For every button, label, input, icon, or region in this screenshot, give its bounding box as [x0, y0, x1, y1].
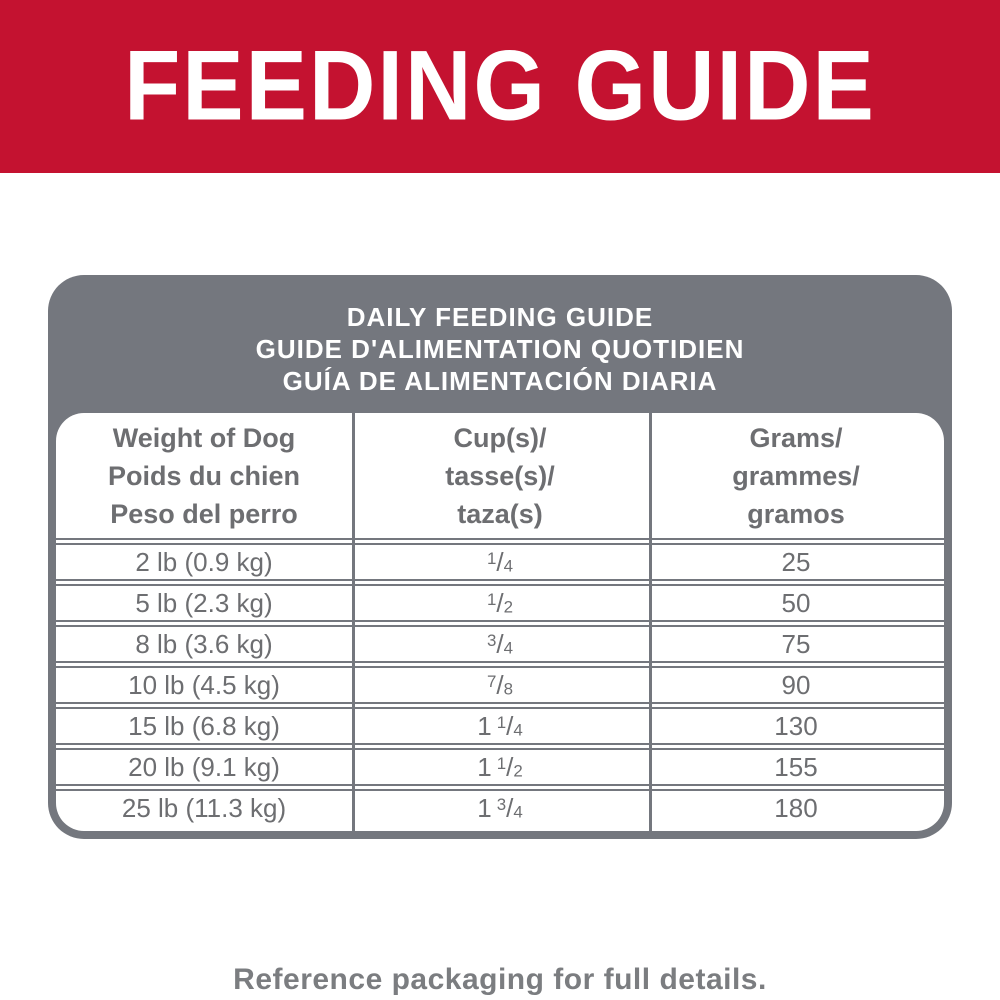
column-header-weight: Weight of Dog Poids du chien Peso del perro — [107, 423, 301, 529]
header-divider — [56, 538, 944, 545]
weight-cell: 20 lb (9.1 kg) — [128, 751, 280, 782]
cups-cell — [352, 547, 648, 578]
cups-fraction: $^1$/2 — [486, 587, 514, 618]
table-row — [56, 791, 944, 825]
footer-note-text: Reference packaging for full details. — [233, 963, 767, 996]
footer-note — [0, 963, 1000, 997]
cups-cell — [352, 588, 648, 619]
column-header-cups: Cup(s)/ tasse(s)/ taza(s) — [445, 423, 555, 529]
row-divider — [56, 702, 944, 709]
weight-cell: 5 lb (2.3 kg) — [135, 587, 273, 618]
grams-cell: 75 — [781, 628, 811, 659]
feeding-table-card — [48, 275, 952, 839]
cups-cell — [352, 752, 648, 783]
banner — [0, 0, 1000, 173]
table-title-english: DAILY FEEDING GUIDE — [346, 302, 654, 332]
table-title-spanish: GUÍA DE ALIMENTACIÓN DIARIA — [282, 366, 718, 396]
table-body — [56, 545, 944, 825]
cups-whole: 1 — [477, 710, 492, 741]
row-divider — [56, 784, 944, 791]
row-divider — [56, 579, 944, 586]
weight-cell: 2 lb (0.9 kg) — [135, 546, 273, 577]
cups-cell — [352, 629, 648, 660]
cups-cell — [352, 670, 648, 701]
table-row — [56, 709, 944, 743]
column-divider-1 — [352, 413, 355, 831]
grams-cell: 25 — [781, 546, 811, 577]
table-row — [56, 586, 944, 620]
cups-cell — [352, 793, 648, 824]
column-divider-2 — [649, 413, 652, 831]
column-header-grams: Grams/ grammes/ gramos — [732, 423, 860, 529]
cups-fraction: $^1$/4 — [496, 710, 523, 741]
cups-cell — [352, 711, 648, 742]
row-divider — [56, 743, 944, 750]
table-title-french: GUIDE D'ALIMENTATION QUOTIDIEN — [255, 334, 745, 364]
cups-fraction: $^7$/8 — [486, 669, 514, 700]
table-row — [56, 545, 944, 579]
weight-cell: 8 lb (3.6 kg) — [135, 628, 273, 659]
grams-cell: 90 — [781, 669, 811, 700]
cups-fraction: $^1$/4 — [486, 546, 514, 577]
feeding-table — [56, 413, 944, 831]
cups-fraction: $^1$/2 — [496, 751, 523, 782]
page-title: FEEDING GUIDE — [124, 30, 876, 142]
cups-fraction: $^3$/4 — [496, 792, 523, 823]
cups-whole: 1 — [477, 792, 492, 823]
row-divider — [56, 620, 944, 627]
grams-cell: 180 — [774, 792, 818, 823]
grams-cell: 130 — [774, 710, 818, 741]
grams-cell: 50 — [781, 587, 811, 618]
weight-cell: 15 lb (6.8 kg) — [128, 710, 280, 741]
weight-cell: 10 lb (4.5 kg) — [128, 669, 280, 700]
weight-cell: 25 lb (11.3 kg) — [121, 792, 287, 823]
table-title — [56, 275, 944, 413]
table-row — [56, 627, 944, 661]
table-row — [56, 750, 944, 784]
row-divider — [56, 661, 944, 668]
cups-whole: 1 — [477, 751, 492, 782]
table-header-row — [56, 413, 944, 538]
cups-fraction: $^3$/4 — [486, 628, 514, 659]
table-row — [56, 668, 944, 702]
grams-cell: 155 — [774, 751, 818, 782]
